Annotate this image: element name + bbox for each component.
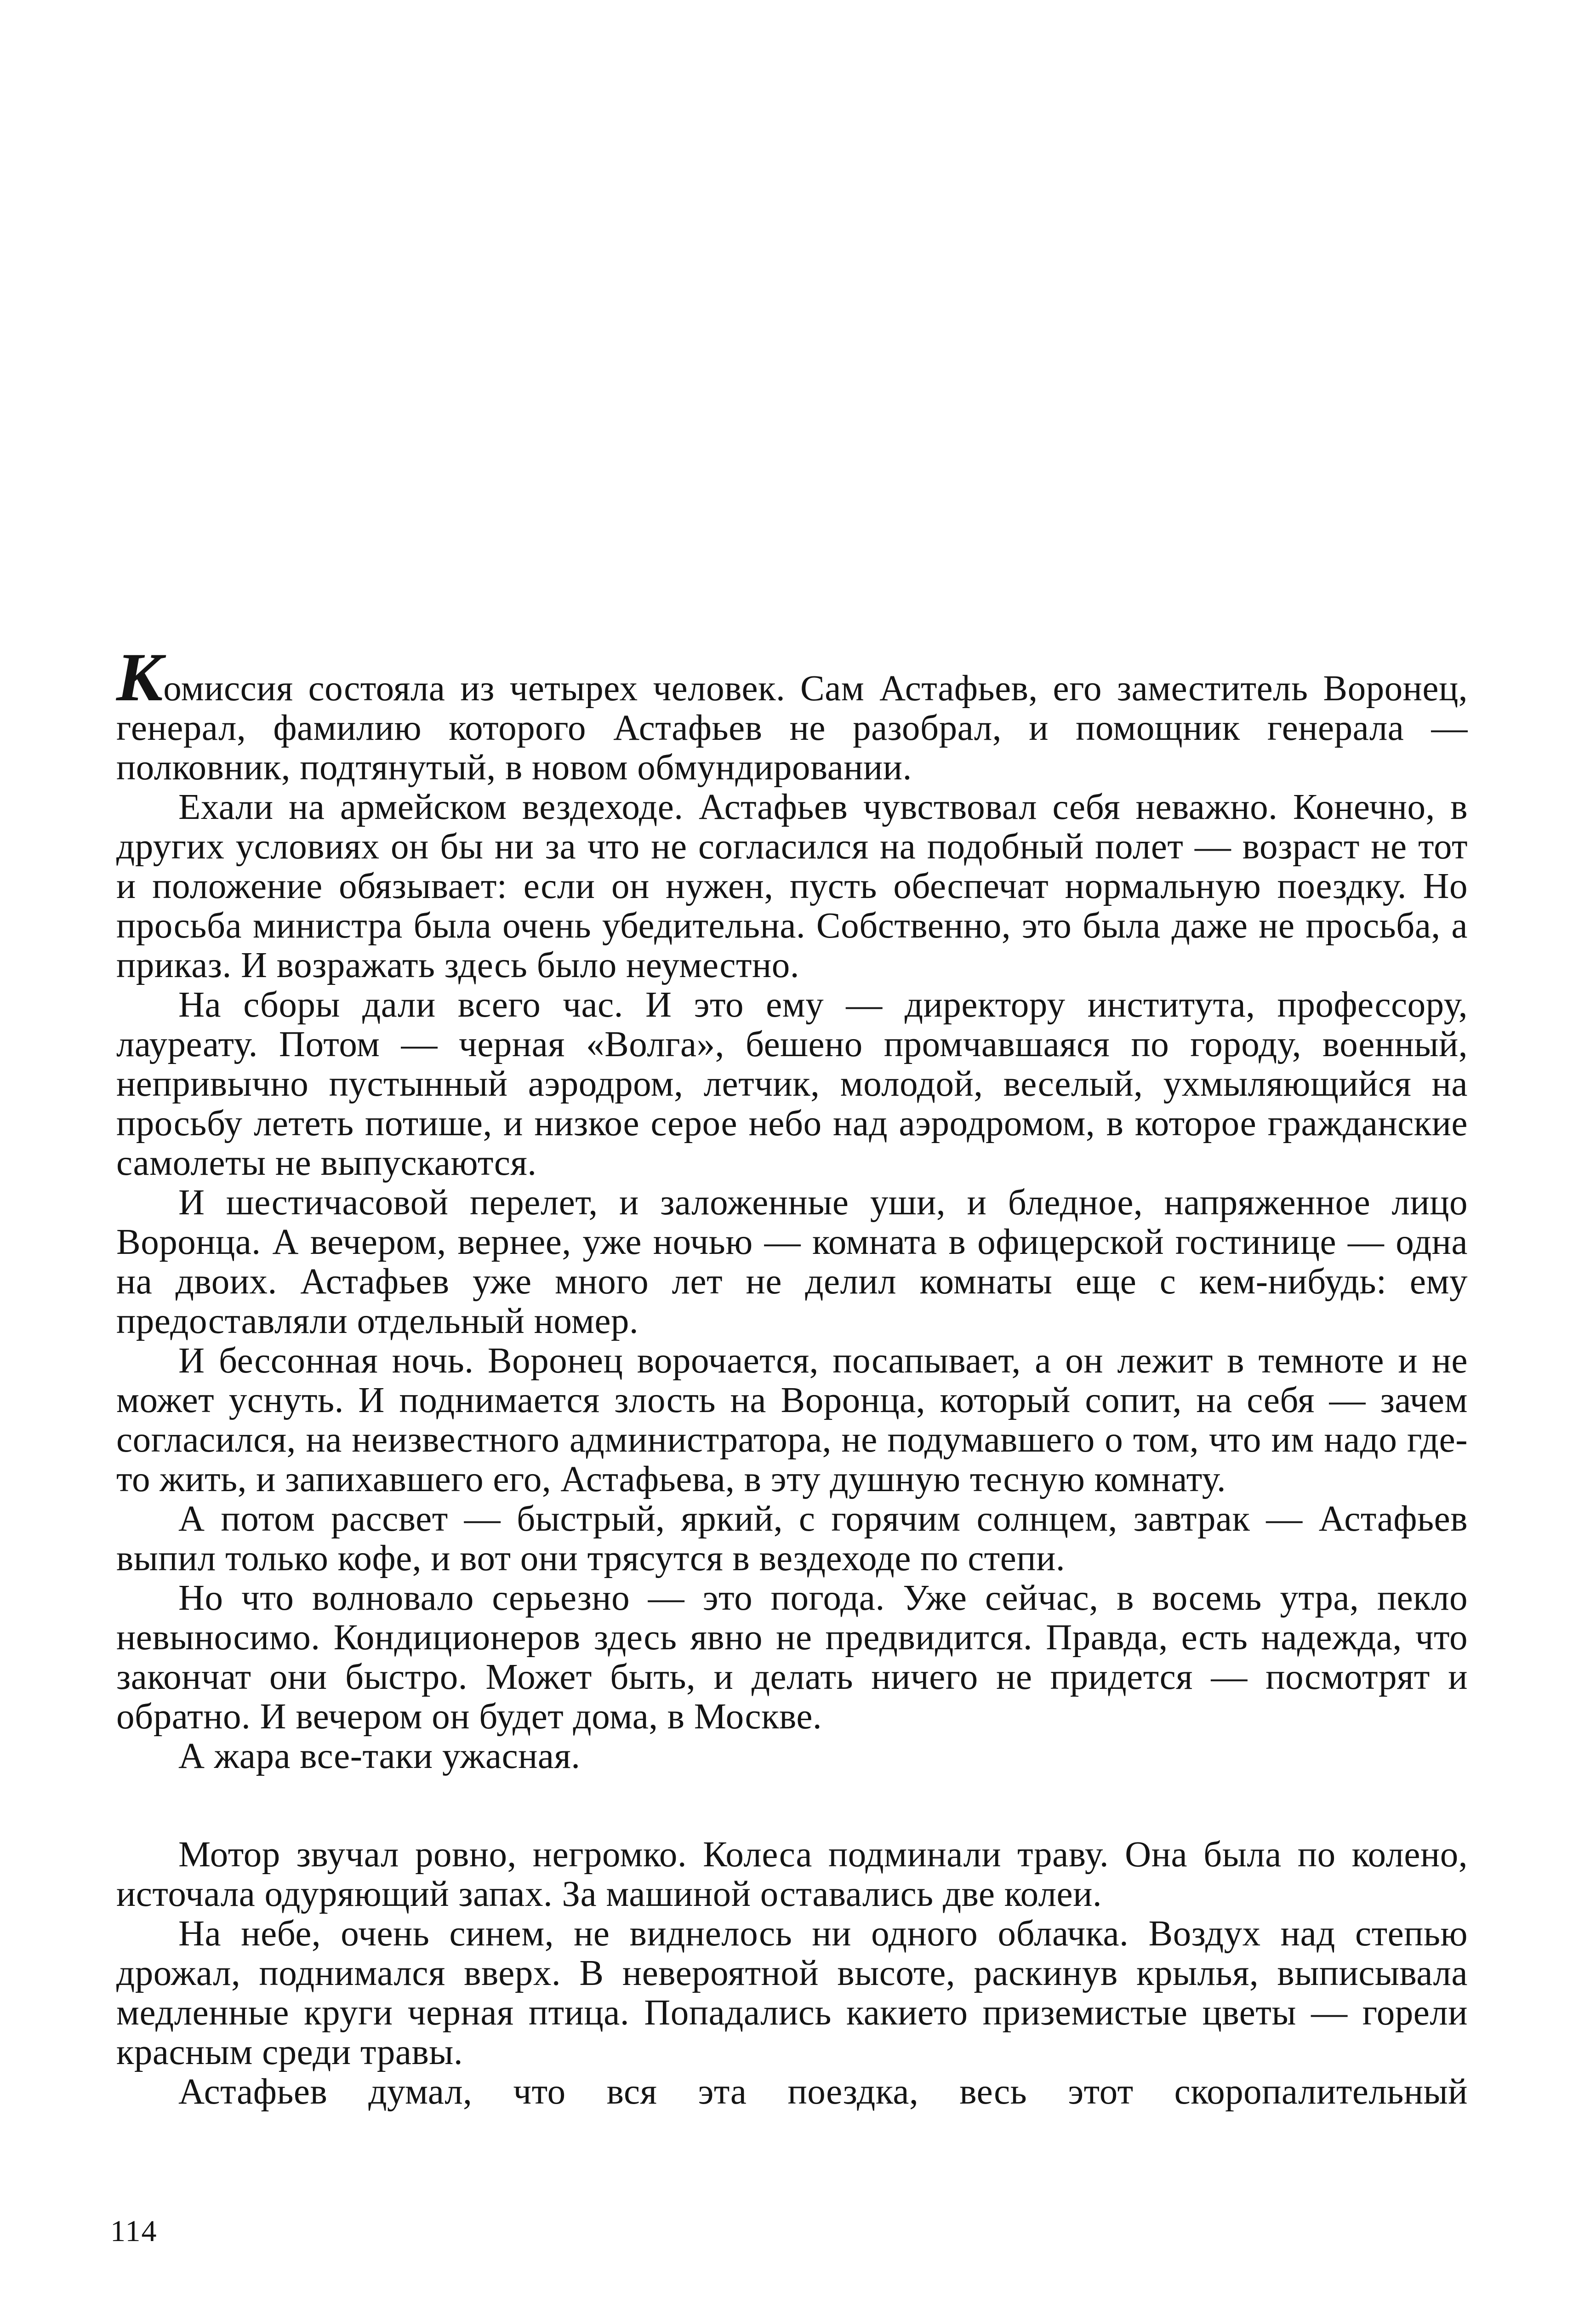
paragraph: На небе, очень синем, не виднелось ни одного облачка. Воздух над степью дрожал, поднимался вверх. В невероятной высоте, раскинув крылья, выписывала медленные круги черная птица. Попадались какието приземистые цветы — горели красным среди травы. xyxy=(116,1914,1468,2072)
paragraph: Но что волновало серьезно — это погода. Уже сейчас, в восемь утра, пекло невыносимо. Кондиционеров здесь явно не предвидится. Правда, есть надежда, что закончат они быстро. Может быть, и делать ничего не придется — посмотрят и обратно. И вечером он будет дома, в Москве. xyxy=(116,1578,1468,1737)
paragraph: И шестичасовой перелет, и заложенные уши, и бледное, напряженное лицо Воронца. А вечером, вернее, уже ночью — комната в офицерской гостинице — одна на двоих. Астафьев уже много лет не делил комнаты еще с кем-нибудь: ему предоставляли отдельный номер. xyxy=(116,1183,1468,1341)
paragraph: А потом рассвет — быстрый, яркий, с горячим солнцем, завтрак — Астафьев выпил только кофе, и вот они трясутся в вездеходе по степи. xyxy=(116,1499,1468,1578)
paragraph: А жара все-таки ужасная. xyxy=(178,1736,581,1776)
paragraph: Комиссия состояла из четырех человек. Сам Астафьев, его заместитель Воронец, генерал, фамилию которого Астафьев не разобрал, и помощник генерала — полковник, подтянутый, в новом обмундировании. xyxy=(116,639,1468,788)
paragraph: И бессонная ночь. Воронец ворочается, посапывает, а он лежит в темноте и не может уснуть. И поднимается злость на Воронца, который сопит, на себя — зачем согласился, на неизвестного администратора, не подумавшего о том, что им надо где-то жить, и запихавшего его, Астафьева, в эту душную тесную комнату. xyxy=(116,1341,1468,1499)
paragraph: Ехали на армейском вездеходе. Астафьев чувствовал себя неважно. Конечно, в других условиях он бы ни за что не согласился на подобный полет — возраст не тот и положение обязывает: если он нужен, пусть обеспечат нормальную поездку. Но просьба министра была очень убедительна. Собственно, это была даже не просьба, а приказ. И возражать здесь было неуместно. xyxy=(116,787,1468,985)
paragraph: Астафьев думал, что вся эта поездка, весь этот скоропалительный xyxy=(178,2072,1468,2112)
paragraph: Мотор звучал ровно, негромко. Колеса подминали траву. Она была по колено, источала одуряющий запах. За машиной оставались две колеи. xyxy=(116,1835,1468,1914)
section-break xyxy=(116,1776,1468,1835)
main-text xyxy=(116,639,1468,2112)
page-number: 114 xyxy=(110,2214,158,2248)
paragraph: На сборы дали всего час. И это ему — директору института, профессору, лауреату. Потом — черная «Волга», бешено промчавшаяся по городу, военный, непривычно пустынный аэродром, летчик, молодой, веселый, ухмыляющийся на просьбу лететь потише, и низкое серое небо над аэродромом, в которое гражданские самолеты не выпускаются. xyxy=(116,985,1468,1183)
